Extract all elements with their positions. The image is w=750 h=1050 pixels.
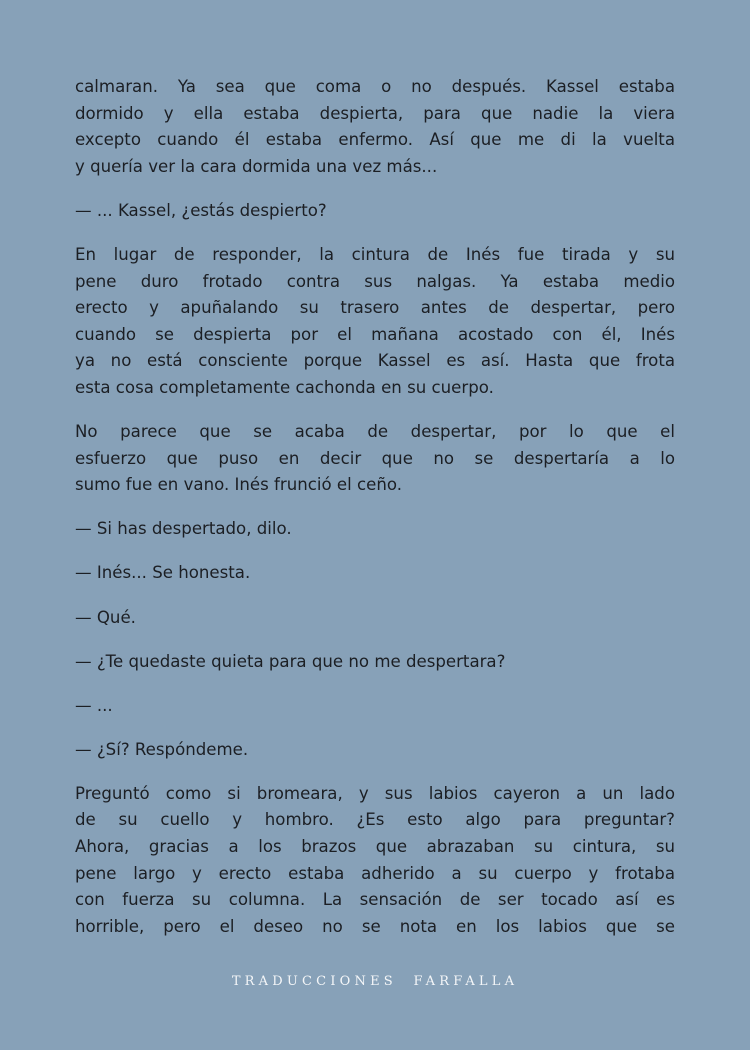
text-line: — Inés... Se honesta. (75, 563, 251, 583)
text-line: y quería ver la cara dormida una vez más... (75, 156, 438, 176)
text-line: calmaran. Ya sea que coma o no después. Kassel estaba (75, 77, 675, 96)
paragraph (75, 419, 675, 499)
text-line: — Qué. (75, 607, 136, 627)
text-line: cuando se despierta por el mañana acostado con él, Inés (75, 324, 675, 344)
page-body (75, 74, 675, 958)
text-line: erecto y apuñalando su trasero antes de despertar, pero (75, 298, 675, 318)
dialogue-line (75, 516, 675, 543)
text-line: con fuerza su columna. La sensación de ser tocado así es (75, 890, 675, 910)
text-line: de su cuello y hombro. ¿Es esto algo para preguntar? (75, 810, 675, 830)
text-line: pene largo y erecto estaba adherido a su cuerpo y frotaba (75, 863, 675, 883)
dialogue-line (75, 198, 675, 225)
text-line: horrible, pero el deseo no se nota en los labios que se (75, 916, 675, 936)
text-line: esfuerzo que puso en decir que no se despertaría a lo (75, 448, 675, 468)
page-footer: TRADUCCIONES FARFALLA (231, 974, 519, 989)
paragraph (75, 74, 675, 180)
text-line: Ahora, gracias a los brazos que abrazaban su cintura, su (75, 837, 675, 857)
dialogue-line (75, 649, 675, 676)
text-line: ya no está consciente porque Kassel es así. Hasta que frota (75, 351, 675, 371)
text-line: — Si has despertado, dilo. (75, 519, 292, 539)
text-line: — ... (75, 695, 113, 715)
text-line: Preguntó como si bromeara, y sus labios cayeron a un lado (75, 783, 675, 803)
paragraph (75, 242, 675, 402)
text-line: En lugar de responder, la cintura de Inés fue tirada y su (75, 244, 675, 264)
text-line: esta cosa completamente cachonda en su cuerpo. (75, 377, 494, 397)
text-line: excepto cuando él estaba enfermo. Así que me di la vuelta (75, 130, 675, 150)
dialogue-line (75, 693, 675, 720)
dialogue-line (75, 560, 675, 587)
text-line: No parece que se acaba de despertar, por lo que el (75, 422, 675, 442)
dialogue-line (75, 605, 675, 632)
text-line: — ¿Te quedaste quieta para que no me despertara? (75, 651, 506, 671)
dialogue-line (75, 737, 675, 764)
text-line: — ... Kassel, ¿estás despierto? (75, 200, 327, 220)
text-line: — ¿Sí? Respóndeme. (75, 739, 249, 759)
text-line: sumo fue en vano. Inés frunció el ceño. (75, 475, 402, 495)
text-line: dormido y ella estaba despierta, para que nadie la viera (75, 103, 675, 123)
text-line: pene duro frotado contra sus nalgas. Ya estaba medio (75, 271, 675, 291)
paragraph (75, 781, 675, 941)
